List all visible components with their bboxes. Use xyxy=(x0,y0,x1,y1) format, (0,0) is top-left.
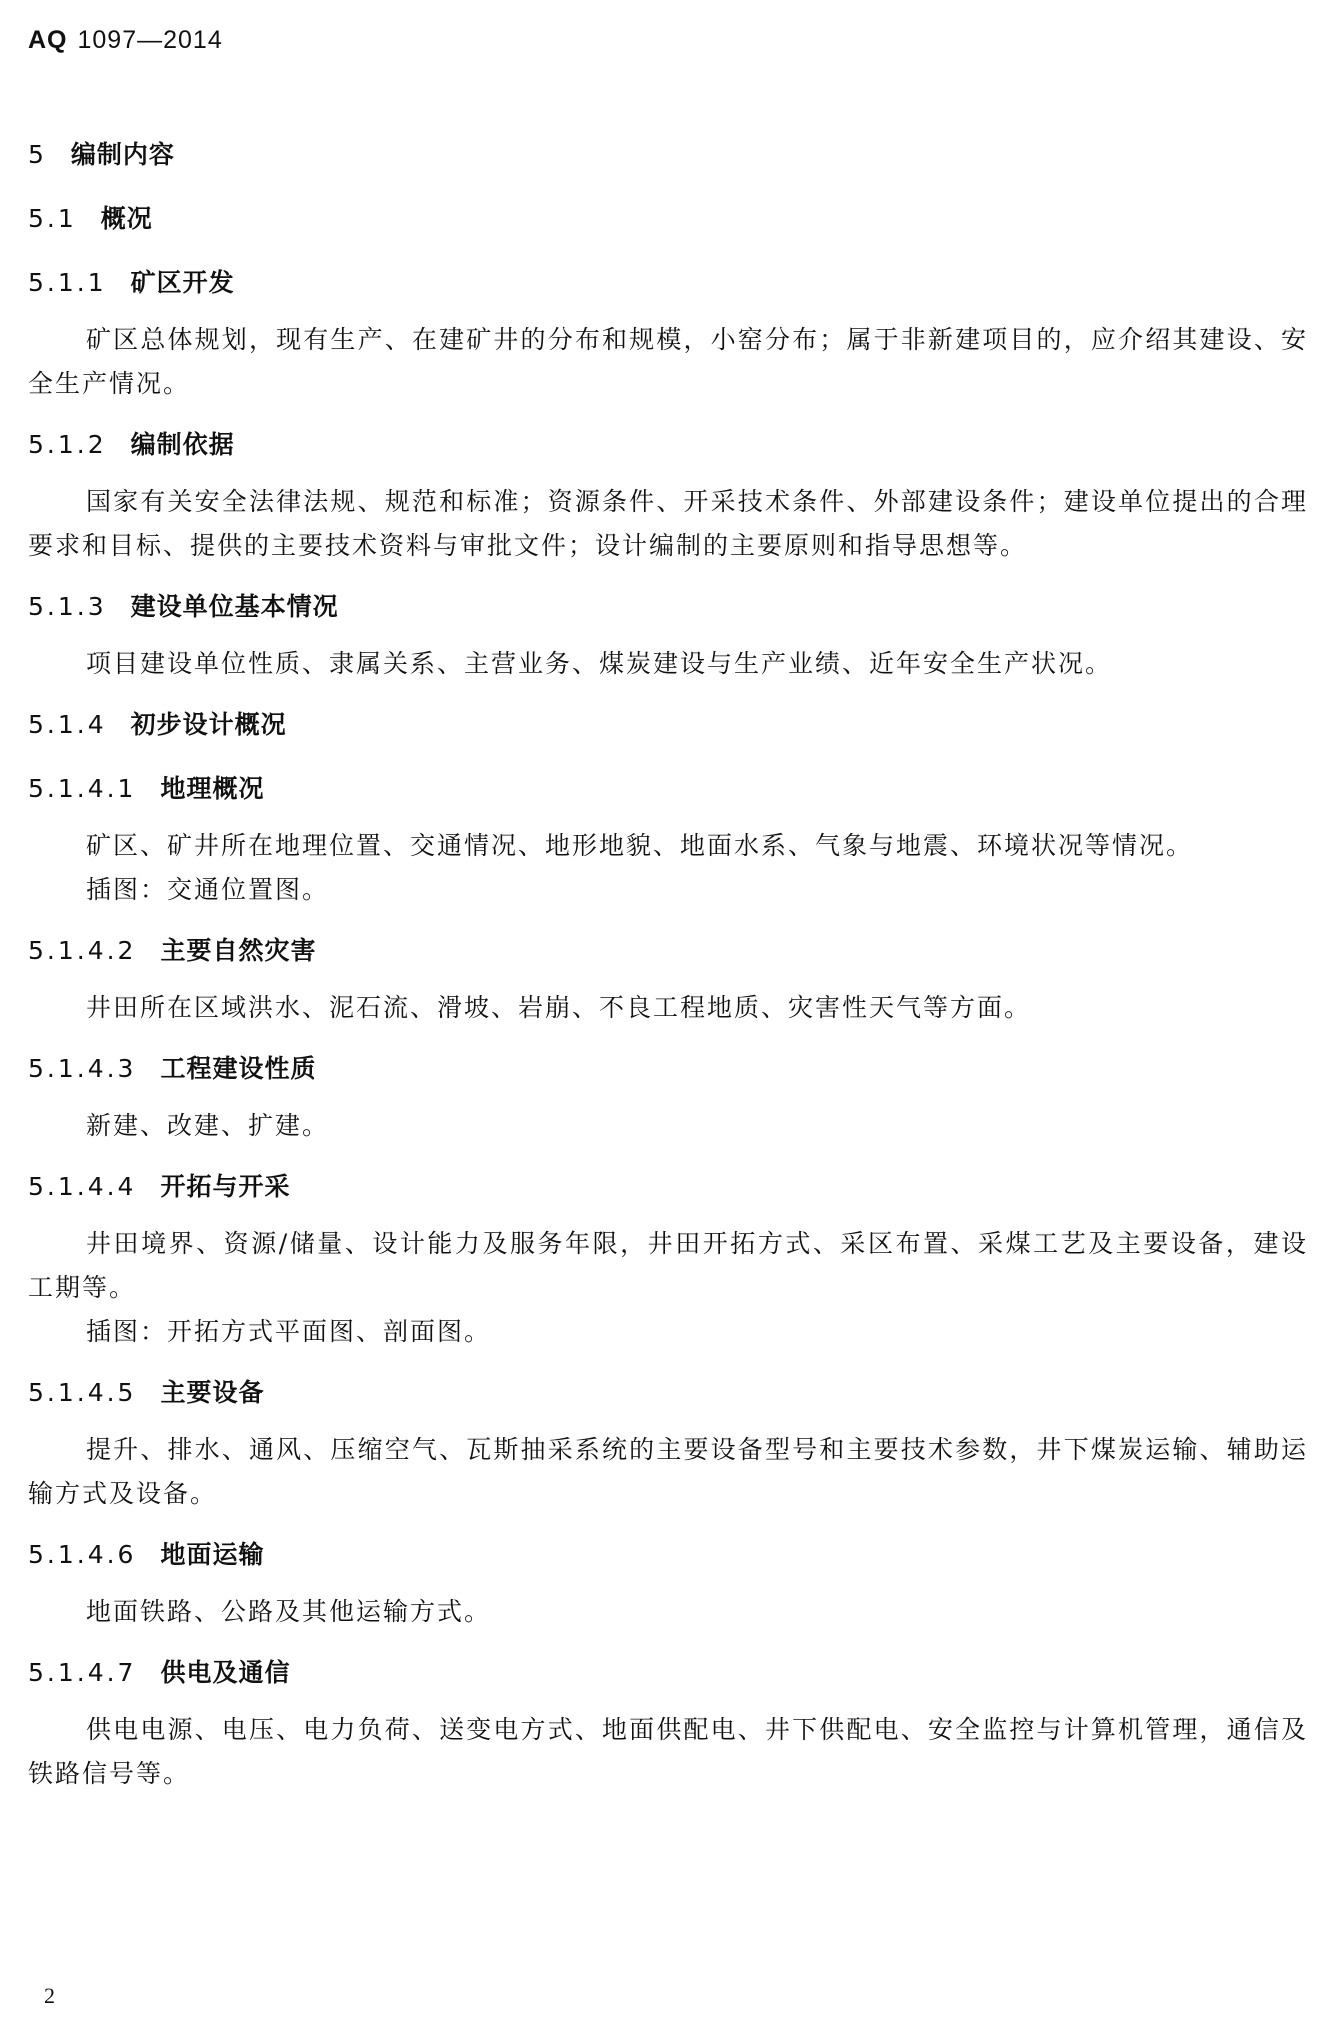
heading-5-1-4-5 xyxy=(28,1376,1308,1410)
paragraph: 新建、改建、扩建。 xyxy=(86,1111,330,1140)
paragraph: 矿区总体规划，现有生产、在建矿井的分布和规模，小窑分布；属于非新建项目的，应介绍其建设、安全生产情况。 xyxy=(28,325,1308,398)
standard-code-header xyxy=(28,26,223,55)
document-body xyxy=(28,138,1308,1796)
figure-note: 插图：交通位置图。 xyxy=(86,875,330,904)
standard-code-prefix: AQ xyxy=(28,26,68,54)
heading-number: 5.1.4.1 xyxy=(28,774,137,803)
heading-number: 5.1 xyxy=(28,204,77,233)
paragraph: 项目建设单位性质、隶属关系、主营业务、煤炭建设与生产业绩、近年安全生产状况。 xyxy=(86,649,1113,678)
heading-number: 5.1.4.5 xyxy=(28,1378,137,1407)
heading-5 xyxy=(28,138,1308,172)
heading-title: 地面运输 xyxy=(160,1540,265,1569)
heading-5-1-4 xyxy=(28,708,1308,742)
heading-number: 5.1.4.6 xyxy=(28,1540,137,1569)
heading-number: 5.1.4 xyxy=(28,710,107,739)
heading-number: 5.1.4.4 xyxy=(28,1172,137,1201)
heading-title: 编制依据 xyxy=(130,430,235,459)
heading-title: 地理概况 xyxy=(160,774,265,803)
heading-title: 开拓与开采 xyxy=(160,1172,291,1201)
heading-title: 主要自然灾害 xyxy=(160,936,317,965)
heading-title: 主要设备 xyxy=(160,1378,265,1407)
heading-title: 编制内容 xyxy=(70,140,175,169)
heading-title: 初步设计概况 xyxy=(130,710,287,739)
heading-5-1-1 xyxy=(28,266,1308,300)
heading-5-1-3 xyxy=(28,590,1308,624)
heading-number: 5.1.4.7 xyxy=(28,1658,137,1687)
heading-number: 5.1.4.3 xyxy=(28,1054,137,1083)
heading-5-1-4-4 xyxy=(28,1170,1308,1204)
figure-note: 插图：开拓方式平面图、剖面图。 xyxy=(86,1317,492,1346)
page-number: 2 xyxy=(44,1983,55,2008)
paragraph: 国家有关安全法律法规、规范和标准；资源条件、开采技术条件、外部建设条件；建设单位提出的合理要求和目标、提供的主要技术资料与审批文件；设计编制的主要原则和指导思想等。 xyxy=(28,487,1308,560)
paragraph: 矿区、矿井所在地理位置、交通情况、地形地貌、地面水系、气象与地震、环境状况等情况。 xyxy=(86,831,1194,860)
paragraph: 提升、排水、通风、压缩空气、瓦斯抽采系统的主要设备型号和主要技术参数，井下煤炭运输、辅助运输方式及设备。 xyxy=(28,1435,1308,1508)
heading-title: 供电及通信 xyxy=(160,1658,291,1687)
heading-number: 5.1.1 xyxy=(28,268,107,297)
paragraph: 井田所在区域洪水、泥石流、滑坡、岩崩、不良工程地质、灾害性天气等方面。 xyxy=(86,993,1032,1022)
heading-number: 5.1.3 xyxy=(28,592,107,621)
heading-5-1-4-3 xyxy=(28,1052,1308,1086)
heading-title: 概况 xyxy=(100,204,153,233)
heading-title: 工程建设性质 xyxy=(160,1054,317,1083)
heading-5-1-2 xyxy=(28,428,1308,462)
paragraph: 供电电源、电压、电力负荷、送变电方式、地面供配电、井下供配电、安全监控与计算机管理，通信及铁路信号等。 xyxy=(28,1715,1308,1788)
heading-title: 建设单位基本情况 xyxy=(130,592,339,621)
heading-5-1-4-1 xyxy=(28,772,1308,806)
heading-number: 5.1.2 xyxy=(28,430,107,459)
standard-code-number: 1097—2014 xyxy=(77,26,223,54)
paragraph: 井田境界、资源/储量、设计能力及服务年限，井田开拓方式、采区布置、采煤工艺及主要设备，建设工期等。 xyxy=(28,1229,1308,1302)
heading-number: 5 xyxy=(28,140,47,169)
heading-number: 5.1.4.2 xyxy=(28,936,137,965)
heading-5-1-4-7 xyxy=(28,1656,1308,1690)
paragraph: 地面铁路、公路及其他运输方式。 xyxy=(86,1597,492,1626)
heading-5-1-4-2 xyxy=(28,934,1308,968)
heading-title: 矿区开发 xyxy=(130,268,235,297)
heading-5-1 xyxy=(28,202,1308,236)
heading-5-1-4-6 xyxy=(28,1538,1308,1572)
